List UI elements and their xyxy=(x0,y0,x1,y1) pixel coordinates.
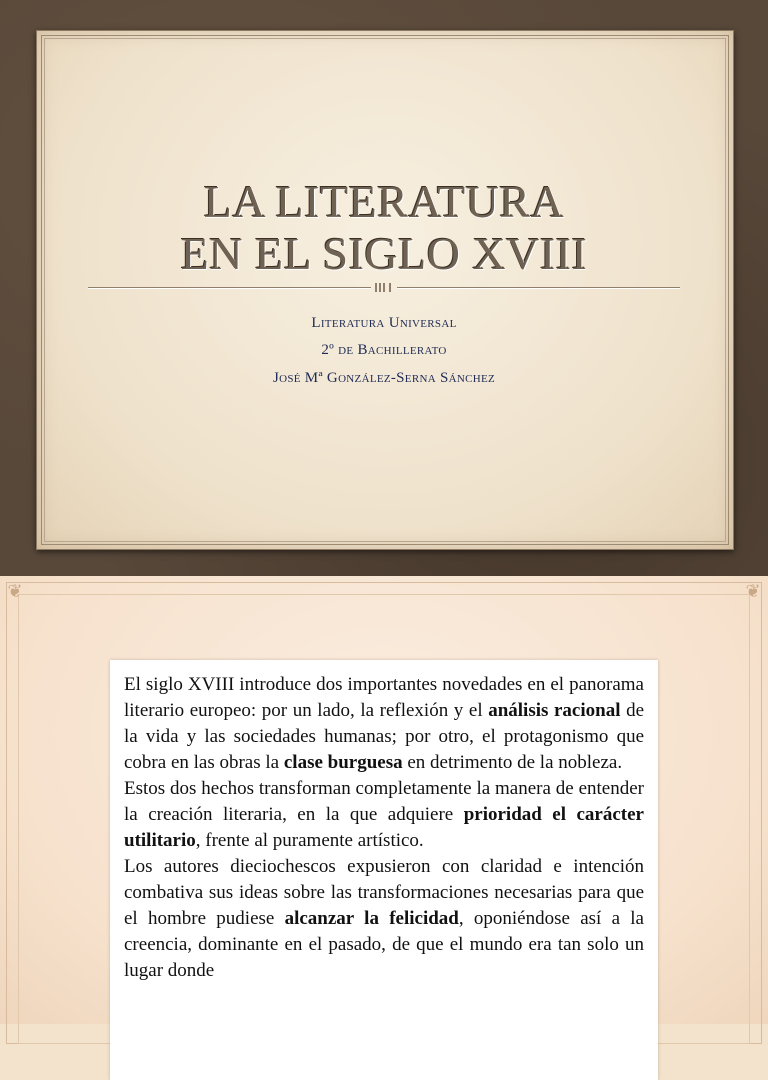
subtitle-level: 2º de Bachillerato xyxy=(321,342,447,358)
divider-ornament-icon xyxy=(375,283,393,292)
slide-title-line-2: EN EL SIGLO XVIII xyxy=(180,228,588,279)
corner-ornament-icon: ❦ xyxy=(7,581,23,601)
divider-line-left xyxy=(88,287,371,288)
text-run: El siglo XVIII introduce dos importantes novedades en el panorama literario europeo: por un lado, la reflexión y el xyxy=(124,674,644,721)
text-box xyxy=(110,660,658,1080)
text-run: de la vida y las sociedades humanas; por otro, el protagonismo que cobra en las obras la xyxy=(124,700,645,773)
subtitle-course: Literatura Universal xyxy=(311,315,457,331)
text-slide xyxy=(0,576,768,1024)
text-run: Los autores dieciochescos expusieron con claridad e intención combativa sus ideas sobre las transformaciones necesarias para que el hombre pudiese xyxy=(124,856,644,929)
divider-line-right xyxy=(397,287,680,288)
slide-title-line-1: LA LITERATURA xyxy=(203,176,565,227)
text-run: Estos dos hechos transforman completamente la manera de entender la creación literaria, en la que adquiere xyxy=(124,778,644,825)
paragraph-1 xyxy=(124,672,644,776)
bold-term: alcanzar la felicidad xyxy=(284,908,459,929)
paragraph-3 xyxy=(124,854,644,984)
corner-ornament-icon: ❦ xyxy=(745,581,761,601)
text-run: , oponiéndose así a la creencia, dominante en el pasado, de que el mundo era tan solo un lugar donde xyxy=(124,908,644,981)
bold-term: clase burguesa xyxy=(283,752,403,773)
text-run: en detrimento de la nobleza. xyxy=(402,752,623,773)
subtitle-author: José Mª González-Serna Sánchez xyxy=(272,370,496,386)
bold-term: prioridad el carácter utilitario xyxy=(124,804,644,851)
title-divider xyxy=(88,286,680,290)
bold-term: análisis racional xyxy=(488,700,621,721)
paragraph-2 xyxy=(124,776,644,854)
text-run: , frente al puramente artístico. xyxy=(195,830,424,851)
